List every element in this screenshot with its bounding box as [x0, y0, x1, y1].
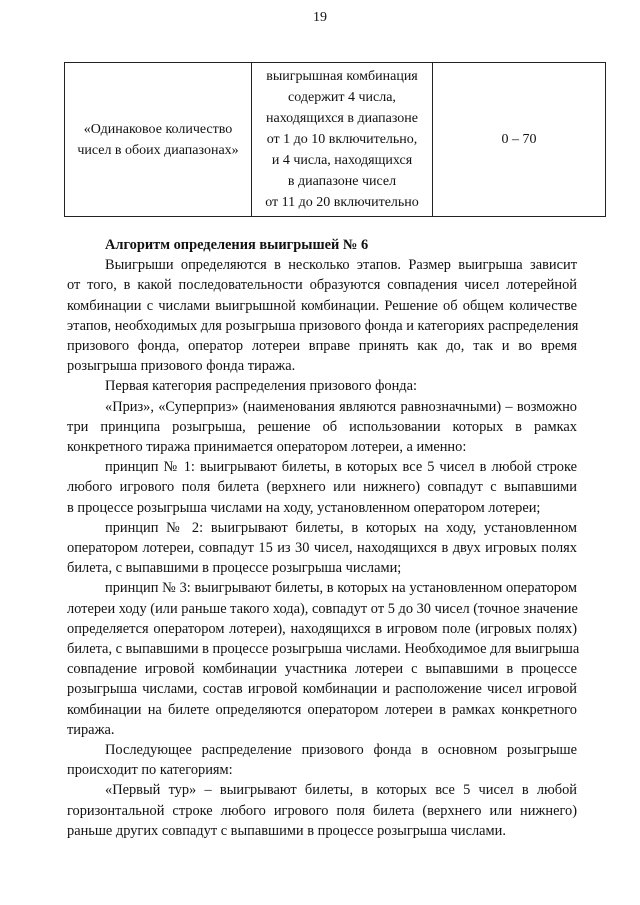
paragraph-line: Выигрыши определяются в несколько этапов. Размер выигрыша зависит — [105, 257, 577, 274]
paragraph-line: совпадение игровой комбинации участника лотереи с выпавшими в процессе — [67, 661, 577, 678]
paragraph-line: конкретного тиража принимается оператором лотереи, а именно: — [67, 439, 467, 456]
paragraph — [67, 376, 577, 396]
paragraph-line: Последующее распределение призового фонда в основном розыгрыше — [105, 742, 577, 759]
table-row — [65, 63, 606, 217]
paragraph-line: принцип № 1: выигрывают билеты, в которых все 5 чисел в любой строке — [105, 459, 577, 476]
paragraph-line: оператором лотереи, совпадут 15 из 30 чисел, находящихся в двух игровых полях — [67, 540, 577, 557]
paragraph-list — [67, 255, 580, 841]
paragraph-line: комбинации с числами выигрышной комбинации. Решение об общем количестве — [67, 297, 577, 314]
paragraph-line: любого игрового поля билета (верхнего или нижнего) совпадут с выпавшими — [67, 479, 577, 496]
paragraph-line: комбинации на билете определяются оператором лотереи в рамках конкретного — [67, 701, 577, 718]
paragraph-line: призового фонда, оператор лотереи вправе принять как до, так и во время — [67, 338, 577, 355]
category-name-line: чисел в обоих диапазонах» — [77, 142, 239, 158]
paragraph-line: тиража. — [67, 721, 115, 738]
paragraph-line: «Первый тур» – выигрывают билеты, в которых все 5 чисел в любой — [105, 782, 577, 799]
paragraph-line: розыгрыша призового фонда тиража. — [67, 358, 296, 375]
prize-category-table — [64, 62, 606, 217]
page-number: 19 — [313, 10, 327, 25]
paragraph-line: три принципа розыгрыша, решение об использовании которых в рамках — [67, 418, 577, 435]
paragraph — [67, 578, 580, 740]
condition-line: и 4 числа, находящихся — [271, 153, 413, 168]
paragraph-line: лотереи ходу (или раньше такого хода), совпадут от 5 до 30 чисел (точное значение — [67, 600, 578, 617]
paragraph-line: от того, в какой последовательности образуются совпадения чисел лотерейной — [67, 277, 577, 294]
paragraph-line: этапов, необходимых для розыгрыша призового фонда и категориях распределения — [67, 317, 579, 334]
prize-fund-share-cell: 0 – 70 — [433, 63, 606, 217]
condition-line: в диапазоне чисел — [287, 174, 397, 189]
condition-line: от 11 до 20 включительно — [265, 195, 419, 210]
condition-line: находящихся в диапазоне — [266, 111, 418, 126]
paragraph-line: билета, с выпавшими в процессе розыгрыша числами. Необходимое для выигрыша — [67, 641, 580, 658]
paragraph — [67, 397, 577, 458]
category-name-line: «Одинаковое количество — [83, 121, 233, 137]
condition-line: выигрышная комбинация — [266, 69, 418, 84]
paragraph-line: раньше других совпадут с выпавшими в процессе розыгрыша числами. — [67, 822, 506, 839]
paragraph — [67, 780, 577, 841]
paragraph-line: принцип № 2: выигрывают билеты, в которых на ходу, установленном — [105, 519, 577, 536]
paragraph — [67, 255, 577, 376]
paragraph-line: розыгрыша числами, состав игровой комбинации и расположение чисел игровой — [67, 681, 577, 698]
document-body — [67, 235, 580, 841]
paragraph-line: горизонтальной строке любого игрового поля билета (верхнего или нижнего) — [67, 802, 577, 819]
paragraph-line: происходит по категориям: — [67, 762, 233, 779]
paragraph-line: «Приз», «Суперприз» (наименования являются равнозначными) – возможно — [105, 398, 577, 415]
condition-line: от 1 до 10 включительно, — [266, 132, 418, 147]
paragraph-line: Первая категория распределения призового фонда: — [105, 378, 418, 395]
paragraph-line: определяется оператором лотереи), находящихся в игровом поле (игровых полях) — [67, 620, 577, 637]
paragraph-line: билета, с выпавшими в процессе розыгрыша числами; — [67, 560, 402, 577]
paragraph-line: в процессе розыгрыша числами на ходу, установленном оператором лотереи; — [67, 499, 541, 516]
paragraph — [67, 740, 577, 780]
paragraph — [67, 457, 577, 518]
paragraph-line: принцип № 3: выигрывают билеты, в которых на установленном оператором — [105, 580, 577, 597]
winning-condition-cell — [252, 63, 433, 217]
condition-line: содержит 4 числа, — [288, 90, 396, 105]
category-name-cell — [65, 63, 252, 217]
paragraph — [67, 518, 577, 579]
section-heading: Алгоритм определения выигрышей № 6 — [105, 237, 369, 253]
